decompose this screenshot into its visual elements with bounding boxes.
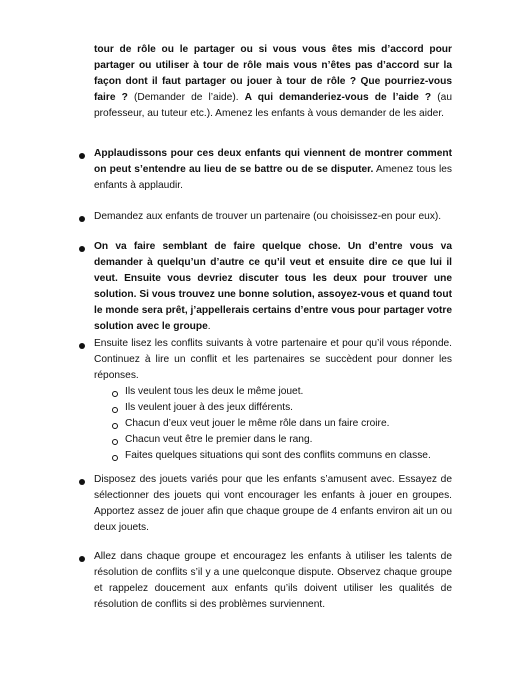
- sub-bullet-circle: [112, 439, 118, 445]
- bullet-partner: [94, 209, 452, 225]
- bullet-pretend: [94, 239, 452, 335]
- sub-bullet-circle: [112, 423, 118, 429]
- bullet-toys: [94, 472, 452, 536]
- bullet-dot: [79, 556, 85, 562]
- bullet-dot: [79, 153, 85, 159]
- intro-bold-2: A qui demanderiez-vous de l’aide ?: [244, 92, 432, 103]
- bullet-text: Amenez tous les enfants à applaudir.: [94, 164, 452, 191]
- sub-bullet-circle: [112, 391, 118, 397]
- bullet-bold: On va faire semblant de faire quelque chose. Un d’entre vous va demander à quelqu’un d’autre ce qu’il veut et ensuite dire ce que lui il veut. Ensuite vous devriez discuter tous les deux pour trouver une solution. Si vous trouvez une bonne solution, assoyez-vous et quand tout le monde sera prêt, j’appellerais certains d’entre vous pour partager votre solution avec le groupe: [94, 241, 452, 332]
- bullet-text: Disposez des jouets variés pour que les enfants s’amusent avec. Essayez de sélectionner des jouets qui vont encourager les enfants à jouer en groupes. Apportez assez de jouer afin que chaque groupe de 4 enfants environ ait un ou deux jouets.: [94, 474, 452, 533]
- bullet-dot: [79, 479, 85, 485]
- conflict-item: Faites quelques situations qui sont des conflits communs en classe.: [125, 450, 431, 461]
- bullet-dot: [79, 216, 85, 222]
- sub-bullet-circle: [112, 407, 118, 413]
- intro-paragraph: [94, 42, 452, 122]
- bullet-text: Demandez aux enfants de trouver un partenaire (ou choisissez-en pour eux).: [94, 211, 442, 222]
- bullet-dot: [79, 246, 85, 252]
- bullet-read-conflicts: [94, 336, 452, 384]
- bullet-groups: [94, 549, 452, 613]
- sub-bullet-circle: [112, 455, 118, 461]
- intro-text-2: (au professeur, au tuteur etc.). Amenez les enfants à vous demander de les aider.: [94, 92, 453, 119]
- bullet-bold: Applaudissons pour ces deux enfants qui viennent de montrer comment on peut s’entendre au lieu de se battre ou de se disputer.: [94, 148, 452, 175]
- bullet-applaud: [94, 146, 452, 194]
- conflict-item: Chacun veut être le premier dans le rang.: [125, 434, 313, 445]
- bullet-text: Allez dans chaque groupe et encouragez les enfants à utiliser les talents de résolution de conflits s’il y a une quelconque dispute. Observez chaque groupe et rappelez doucement aux enfants qu’ils doivent utiliser les qualités de résolution de conflits si des problèmes surviennent.: [94, 551, 452, 610]
- bullet-text: Ensuite lisez les conflits suivants à votre partenaire et pour qu’il vous réponde. Continuez à lire un conflit et les partenaires se succèdent pour donner les réponses.: [94, 338, 452, 381]
- bullet-dot: [79, 343, 85, 349]
- bullet-text: .: [207, 321, 211, 332]
- conflict-item: Chacun d’eux veut jouer le même rôle dans un faire croire.: [125, 418, 390, 429]
- conflict-item: Ils veulent tous les deux le même jouet.: [125, 386, 304, 397]
- intro-text-1: (Demander de l’aide).: [127, 92, 245, 103]
- conflict-item: Ils veulent jouer à des jeux différents.: [125, 402, 294, 413]
- intro-bold-1: tour de rôle ou le partager ou si vous vous êtes mis d’accord pour partager ou utiliser à tour de rôle mais vous n’êtes pas d’accord sur la façon dont il faut partager ou jouer à tour de rôle ? Que pourriez-vous faire ?: [94, 44, 452, 103]
